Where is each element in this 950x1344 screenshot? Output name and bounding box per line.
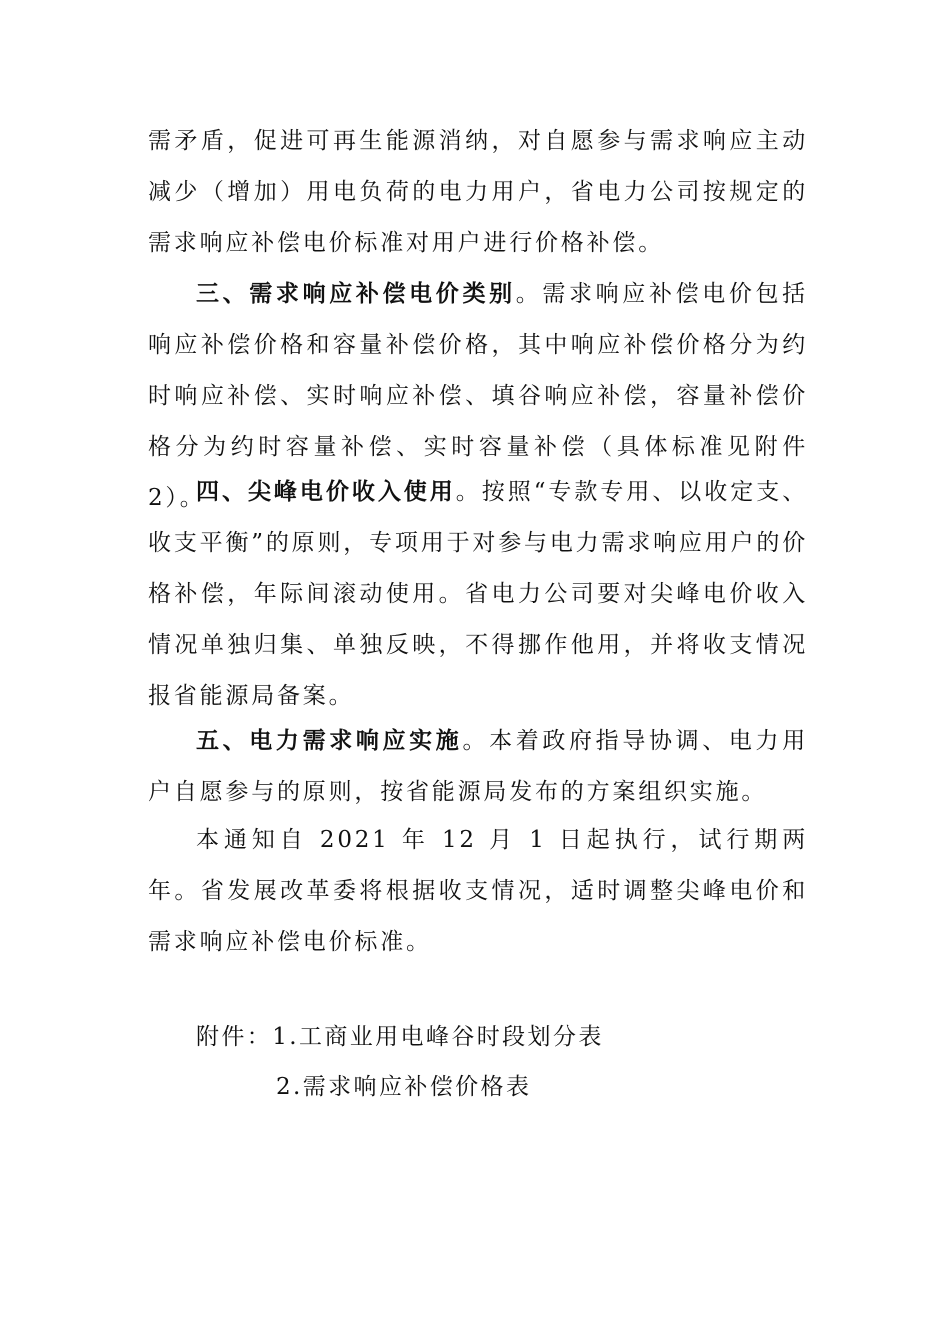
section-4-text: 。按照“专款专用、以收定支、收支平衡”的原则，专项用于对参与电力需求响应用户的价格补偿，年际间滚动使用。省电力公司要对尖峰电价收入情况单独归集、单独反映，不得挪作他用，并将收支情况报省能源局备案。 xyxy=(148,479,809,709)
section-4-heading: 四、尖峰电价收入使用 xyxy=(196,479,456,505)
attachments-label: 附件： xyxy=(196,1024,273,1050)
effective-date-text: 本通知自 2021 年 12 月 1 日起执行，试行期两年。省发展改革委将根据收支情况，适时调整尖峰电价和需求响应补偿电价标准。 xyxy=(148,827,808,955)
section-3-heading: 三、需求响应补偿电价类别 xyxy=(196,281,516,307)
attachment-item-1: 1.工商业用电峰谷时段划分表 xyxy=(272,1024,604,1050)
section-3-text: 。需求响应补偿电价包括响应补偿价格和容量补偿价格，其中响应补偿价格分为约时响应补偿、实时响应补偿、填谷响应补偿，容量补偿价格分为约时容量补偿、实时容量补偿（具体标准见附件 2）。 xyxy=(148,281,808,511)
attachment-item-2: 2.需求响应补偿价格表 xyxy=(276,1074,532,1100)
paragraph-section-4 xyxy=(148,467,808,722)
attachment-line-2 xyxy=(276,1062,531,1113)
section-5-text: 。本着政府指导协调、电力用户自愿参与的原则，按省能源局发布的方案组织实施。 xyxy=(148,728,808,805)
section-5-heading: 五、电力需求响应实施 xyxy=(196,728,463,754)
paragraph-continuation xyxy=(148,116,808,269)
paragraph-section-5 xyxy=(148,716,808,818)
paragraph-effective-date xyxy=(148,815,808,968)
paragraph-1-text: 需矛盾，促进可再生能源消纳，对自愿参与需求响应主动减少（增加）用电负荷的电力用户，省电力公司按规定的需求响应补偿电价标准对用户进行价格补偿。 xyxy=(148,128,808,256)
attachment-line-1 xyxy=(196,1012,604,1063)
